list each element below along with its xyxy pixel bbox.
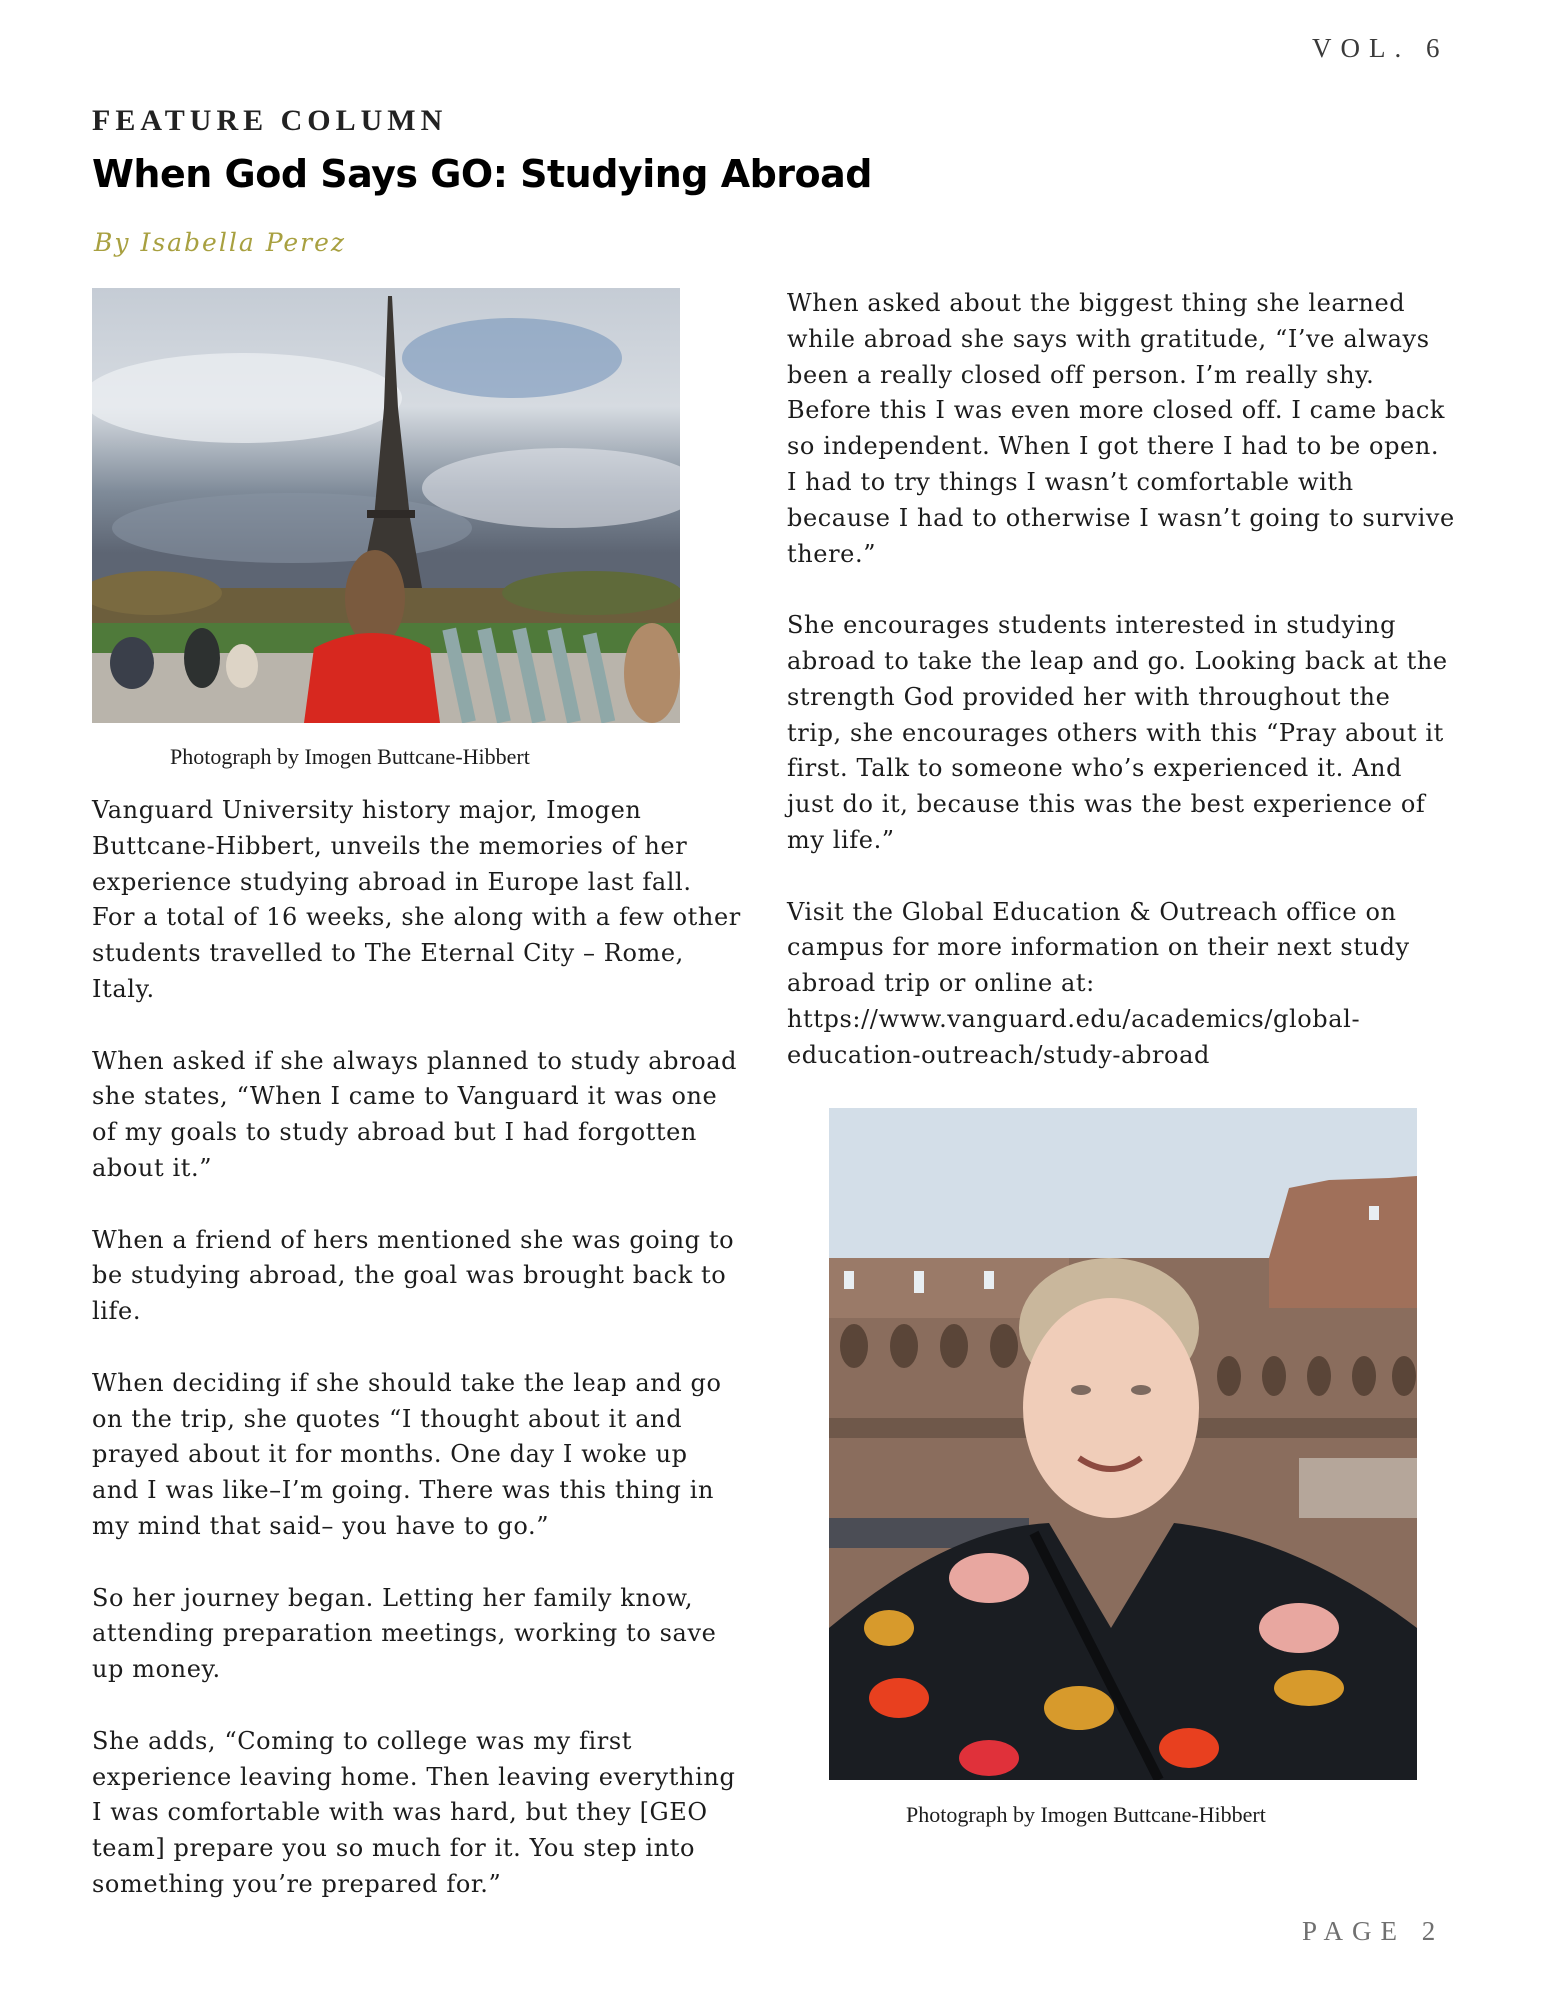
text-line: been a really closed off person. I’m really shy. <box>787 360 1375 389</box>
volume-label: VOL. 6 <box>1312 33 1449 63</box>
paragraph <box>92 1581 772 1688</box>
colosseum-scene <box>829 1108 1417 1780</box>
text-line: strength God provided her with throughout the <box>787 682 1391 711</box>
text-line: up money. <box>92 1655 221 1684</box>
photo-eiffel-tower <box>92 288 680 723</box>
text-line: prayed about it for months. One day I woke up <box>92 1440 688 1469</box>
paragraph <box>787 608 1507 859</box>
text-line: first. Talk to someone who’s experienced it. And <box>787 754 1403 783</box>
text-line: She adds, “Coming to college was my first <box>92 1726 633 1755</box>
text-line: be studying abroad, the goal was brought back to <box>92 1261 727 1290</box>
text-line: on the trip, she quotes “I thought about it and <box>92 1404 683 1433</box>
text-line: and I was like–I’m going. There was this thing in <box>92 1476 715 1505</box>
paragraph <box>92 793 772 1008</box>
text-line: while abroad she says with gratitude, “I’ve always <box>787 324 1430 353</box>
url-text[interactable]: education-outreach/study-abroad <box>787 1040 1210 1069</box>
text-line: of my goals to study abroad but I had forgotten <box>92 1118 697 1147</box>
paragraph <box>92 1223 772 1330</box>
text-line: abroad to take the leap and go. Looking back at the <box>787 646 1448 675</box>
text-line: Vanguard University history major, Imogen <box>92 796 642 824</box>
text-line: trip, she encourages others with this “Pray about it <box>787 718 1444 747</box>
text-line: my life.” <box>787 825 895 854</box>
paragraph <box>92 1724 772 1903</box>
text-line: I was comfortable with was hard, but they [GEO <box>92 1798 708 1827</box>
article-body-left <box>92 793 772 1939</box>
text-line: about it.” <box>92 1153 213 1182</box>
paragraph <box>92 1366 772 1545</box>
text-line: because I had to otherwise I wasn’t going to survive <box>787 503 1455 532</box>
text-line: Visit the Global Education & Outreach office on <box>787 897 1397 926</box>
text-line: my mind that said– you have to go.” <box>92 1511 550 1540</box>
text-line: Italy. <box>92 974 155 1003</box>
text-line: attending preparation meetings, working to save <box>92 1619 717 1648</box>
text-line: For a total of 16 weeks, she along with a few other <box>92 903 741 932</box>
url-text[interactable]: https://www.vanguard.edu/academics/global- <box>787 1004 1361 1033</box>
text-line: she states, “When I came to Vanguard it was one <box>92 1082 718 1111</box>
byline: By Isabella Perez <box>94 228 347 257</box>
photo-caption: Photograph by Imogen Buttcane-Hibbert <box>906 1802 1266 1827</box>
text-line: So her journey began. Letting her family know, <box>92 1583 694 1612</box>
article-body-right <box>787 286 1507 1109</box>
photo-colosseum <box>829 1108 1417 1780</box>
text-line: When asked if she always planned to study abroad <box>92 1046 738 1075</box>
text-line: so independent. When I got there I had to be open. <box>787 432 1440 461</box>
text-line: students travelled to The Eternal City – Rome, <box>92 939 684 968</box>
text-line: abroad trip or online at: <box>787 969 1095 998</box>
text-line: there.” <box>787 539 877 568</box>
paragraph <box>787 895 1507 1074</box>
text-line: just do it, because this was the best experience of <box>787 790 1426 819</box>
text-line: something you’re prepared for.” <box>92 1869 502 1898</box>
article-title: When God Says GO: Studying Abroad <box>92 152 872 196</box>
text-line: I had to try things I wasn’t comfortable with <box>787 467 1354 496</box>
text-line: team] prepare you so much for it. You step into <box>92 1834 696 1863</box>
text-line: Before this I was even more closed off. I came back <box>787 396 1446 425</box>
text-line: She encourages students interested in studying <box>787 611 1397 640</box>
text-line: life. <box>92 1297 142 1326</box>
page-number: PAGE 2 <box>1302 1916 1445 1946</box>
section-kicker: FEATURE COLUMN <box>92 104 448 137</box>
paragraph <box>787 286 1507 572</box>
paragraph <box>92 1044 772 1187</box>
text-line: experience leaving home. Then leaving everything <box>92 1762 736 1791</box>
photo-caption: Photograph by Imogen Buttcane-Hibbert <box>170 744 530 769</box>
text-line: When a friend of hers mentioned she was going to <box>92 1225 735 1254</box>
text-line: campus for more information on their next study <box>787 933 1410 962</box>
text-line: experience studying abroad in Europe last fall. <box>92 867 692 896</box>
text-line: When asked about the biggest thing she learned <box>787 289 1406 317</box>
text-line: Buttcane-Hibbert, unveils the memories of her <box>92 831 688 860</box>
text-line: When deciding if she should take the leap and go <box>92 1368 722 1397</box>
eiffel-scene <box>92 288 680 723</box>
